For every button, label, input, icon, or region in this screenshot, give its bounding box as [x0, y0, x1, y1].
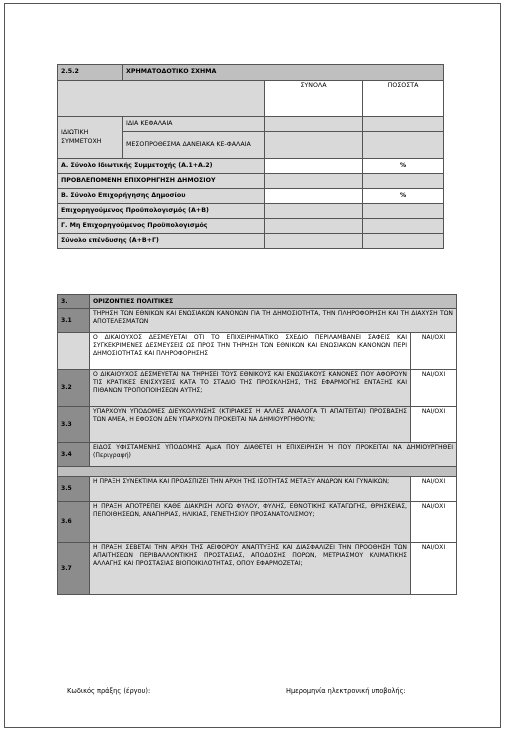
row-a-percent: %: [363, 159, 444, 174]
row-a-total[interactable]: [265, 159, 363, 174]
row-b-label: Β. Σύνολο Επιχορήγησης Δημοσίου: [58, 189, 265, 204]
own-funds-percent[interactable]: [363, 117, 444, 132]
loans-percent[interactable]: [363, 132, 444, 159]
row-g-total[interactable]: [265, 219, 363, 234]
row-number: 3.3: [58, 407, 90, 443]
submission-date-label: Ημερομηνία ηλεκτρονική υποβολής:: [286, 687, 406, 695]
subsidized-budget-total[interactable]: [265, 204, 363, 219]
col-header-totals: ΣΥΝΟΛΑ: [265, 81, 363, 117]
row-g-percent[interactable]: [363, 219, 444, 234]
policy-text: Ο ΔΙΚΑΙΟΥΧΟΣ ΔΕΣΜΕΥΕΤΑΙ ΟΤΙ ΤΟ ΕΠΙΧΕΙΡΗΜΑΤΙΚΟ ΣΧΕΔΙΟ ΠΕΡΙΛΑΜΒΑΝΕΙ ΣΑΦΕΙΣ ΚΑΙ ΣΥΓΚΕΚΡΙΜΕΝΕΣ ΔΕΣΜΕΥΣΕΙΣ ΩΣ ΠΡΟΣ ΤΗΝ ΤΗΡΗΣΗ ΤΩΝ ΕΘΝΙΚΩΝ ΚΑΙ ΕΝΩΣΙΑΚΩΝ ΚΑΝΟΝΩΝ ΠΕΡΙ ΔΗΜΟΣΙΟΤΗΤΑΣ ΚΑΙ ΠΛΗΡΟΦΟΡΗΣΗΣ: [90, 333, 411, 370]
horizontal-policies-table: [57, 294, 457, 595]
section-number: 2.5.2: [58, 65, 123, 81]
policy-text: ΕΙΔΟΣ ΥΦΙΣΤΑΜΕΝΗΣ ΥΠΟΔΟΜΗΣ ΑμεΑ ΠΟΥ ΔΙΑΘΕΤΕΙ Η ΕΠΙΧΕΙΡΗΣΗ Ή ΠΟΥ ΠΡΟΚΕΙΤΑΙ ΝΑ ΔΗΜΙΟΥΡΓΗΘΕΙ (Περιγραφή): [90, 443, 457, 467]
yes-no-answer[interactable]: ΝΑΙ/ΟΧΙ: [411, 407, 457, 443]
subsidized-budget-percent[interactable]: [363, 204, 444, 219]
total-investment-percent[interactable]: [363, 234, 444, 249]
section-number: 3.: [58, 295, 90, 309]
planned-subsidy-label: ΠΡΟΒΛΕΠΟΜΕΝΗ ΕΠΙΧΟΡΗΓΗΣΗ ΔΗΜΟΣΙΟΥ: [58, 174, 265, 189]
loans-total[interactable]: [265, 132, 363, 159]
row-number: 3.7: [58, 543, 90, 595]
section-title: ΟΡΙΖΟΝΤΙΕΣ ΠΟΛΙΤΙΚΕΣ: [90, 295, 457, 309]
header-empty: [58, 81, 265, 117]
policy-text: ΤΗΡΗΣΗ ΤΩΝ ΕΘΝΙΚΩΝ ΚΑΙ ΕΝΩΣΙΑΚΩΝ ΚΑΝΟΝΩΝ ΓΙΑ ΤΗ ΔΗΜΟΣΙΟΤΗΤΑ, ΤΗΝ ΠΛΗΡΟΦΟΡΗΣΗ ΚΑΙ ΤΗ ΔΙΑΧΥΣΗ ΤΩΝ ΑΠΟΤΕΛΕΣΜΑΤΩΝ: [90, 309, 457, 333]
row-number: 3.2: [58, 370, 90, 407]
project-code-label: Κωδικός πράξης (έργου):: [67, 687, 151, 695]
row-b-total[interactable]: [265, 189, 363, 204]
row-number: 3.4: [58, 443, 90, 467]
row-a-label: Α. Σύνολο Ιδιωτικής Συμμετοχής (Α.1+Α.2): [58, 159, 265, 174]
yes-no-answer[interactable]: ΝΑΙ/ΟΧΙ: [411, 333, 457, 370]
yes-no-answer[interactable]: ΝΑΙ/ΟΧΙ: [411, 370, 457, 407]
section-title: ΧΡΗΜΑΤΟΔΟΤΙΚΟ ΣΧΗΜΑ: [123, 65, 444, 81]
planned-subsidy-total[interactable]: [265, 174, 363, 189]
total-investment-label: Σύνολο επένδυσης (Α+Β+Γ): [58, 234, 265, 249]
private-participation-label: ΙΔΙΩΤΙΚΗ ΣΥΜΜΕΤΟΧΗ: [58, 117, 123, 159]
yes-no-answer[interactable]: ΝΑΙ/ΟΧΙ: [411, 502, 457, 543]
col-header-percent: ΠΟΣΟΣΤΑ: [363, 81, 444, 117]
yes-no-answer[interactable]: ΝΑΙ/ΟΧΙ: [411, 477, 457, 502]
row-b-percent: %: [363, 189, 444, 204]
subsidized-budget-label: Επιχορηγούμενος Προϋπολογισμός (Α+Β): [58, 204, 265, 219]
row-g-label: Γ. Μη Επιχορηγούμενος Προϋπολογισμός: [58, 219, 265, 234]
total-investment-total[interactable]: [265, 234, 363, 249]
row-number: [58, 333, 90, 370]
planned-subsidy-percent[interactable]: [363, 174, 444, 189]
row-number: 3.1: [58, 309, 90, 333]
policy-text: Η ΠΡΑΞΗ ΑΠΟΤΡΕΠΕΙ ΚΑΘΕ ΔΙΑΚΡΙΣΗ ΛΟΓΩ ΦΥΛΟΥ, ΦΥΛΗΣ, ΕΘΝΟΤΙΚΗΣ ΚΑΤΑΓΩΓΗΣ, ΘΡΗΣΚΕΙΑΣ, ΠΕΠΟΙΘΗΣΕΩΝ, ΑΝΑΠΗΡΙΑΣ, ΗΛΙΚΙΑΣ, ΓΕΝΕΤΗΣΙΟΥ ΠΡΟΣΑΝΑΤΟΛΙΣΜΟΥ;: [90, 502, 411, 543]
policy-text: Η ΠΡΑΞΗ ΣΥΝΕΚΤΙΜΑ ΚΑΙ ΠΡΟΑΣΠΙΖΕΙ ΤΗΝ ΑΡΧΗ ΤΗΣ ΙΣΟΤΗΤΑΣ ΜΕΤΑΞΥ ΑΝΔΡΩΝ ΚΑΙ ΓΥΝΑΙΚΩΝ;: [90, 477, 411, 502]
financing-table: [57, 64, 444, 249]
own-funds-label: ΙΔΙΑ ΚΕΦΑΛΑΙΑ: [123, 117, 265, 132]
policy-text: Η ΠΡΑΞΗ ΣΕΒΕΤΑΙ ΤΗΝ ΑΡΧΗ ΤΗΣ ΑΕΙΦΟΡΟΥ ΑΝΑΠΤΥΞΗΣ ΚΑΙ ΔΙΑΣΦΑΛΙΖΕΙ ΤΗΝ ΠΡΟΟΘΗΣΗ ΤΩΝ ΑΠΑΙΤΗΣΕΩΝ ΠΕΡΙΒΑΛΛΟΝΤΙΚΗΣ ΠΡΟΣΤΑΣΙΑΣ, ΑΠΟΔΟΣΗΣ ΠΟΡΩΝ, ΜΕΤΡΙΑΣΜΟΥ ΚΛΙΜΑΤΙΚΗΣ ΑΛΛΑΓΗΣ ΚΑΙ ΠΡΟΣΤΑΣΙΑΣ ΒΙΟΠΟΙΚΙΛΟΤΗΤΑΣ, ΟΠΟΥ ΕΦΑΡΜΟΖΕΤΑΙ;: [90, 543, 411, 595]
row-number: 3.5: [58, 477, 90, 502]
own-funds-total[interactable]: [265, 117, 363, 132]
row-number: 3.6: [58, 502, 90, 543]
spacer-row: [58, 467, 457, 477]
policy-text: ΥΠΑΡΧΟΥΝ ΥΠΟΔΟΜΕΣ ΔΙΕΥΚΟΛΥΝΣΗΣ (ΚΤΙΡΙΑΚΕΣ Η ΑΛΛΕΣ ΑΝΑΛΟΓΑ ΤΙ ΑΠΑΙΤΕΙΤΑΙ) ΠΡΟΣΒΑΣΗΣ ΤΩΝ ΑΜΕΑ, Η ΕΦΟΣΟΝ ΔΕΝ ΥΠΑΡΧΟΥΝ ΠΡΟΚΕΙΤΑΙ ΝΑ ΔΗΜΙΟΥΡΓΗΘΟΥΝ;: [90, 407, 411, 443]
yes-no-answer[interactable]: ΝΑΙ/ΟΧΙ: [411, 543, 457, 595]
loans-label: ΜΕΣΟΠΡΟΘΕΣΜΑ ΔΑΝΕΙΑΚΑ ΚΕ-ΦΑΛΑΙΑ: [123, 132, 265, 159]
policy-text: Ο ΔΙΚΑΙΟΥΧΟΣ ΔΕΣΜΕΥΕΤΑΙ ΝΑ ΤΗΡΗΣΕΙ ΤΟΥΣ ΕΘΝΙΚΟΥΣ ΚΑΙ ΕΝΩΣΙΑΚΟΥΣ ΚΑΝΟΝΕΣ ΠΟΥ ΑΦΟΡΟΥΝ ΤΙΣ ΚΡΑΤΙΚΕΣ ΕΝΙΣΧΥΣΕΙΣ ΚΑΤΑ ΤΟ ΣΤΑΔΙΟ ΤΗΣ ΠΡΟΣΚΛΗΣΗΣ, ΤΗΣ ΕΦΑΡΜΟΓΗΣ ΕΝΤΑΞΗΣ ΚΑΙ ΠΙΘΑΝΩΝ ΤΡΟΠΟΠΟΙΗΣΕΩΝ ΑΥΤΗΣ;: [90, 370, 411, 407]
